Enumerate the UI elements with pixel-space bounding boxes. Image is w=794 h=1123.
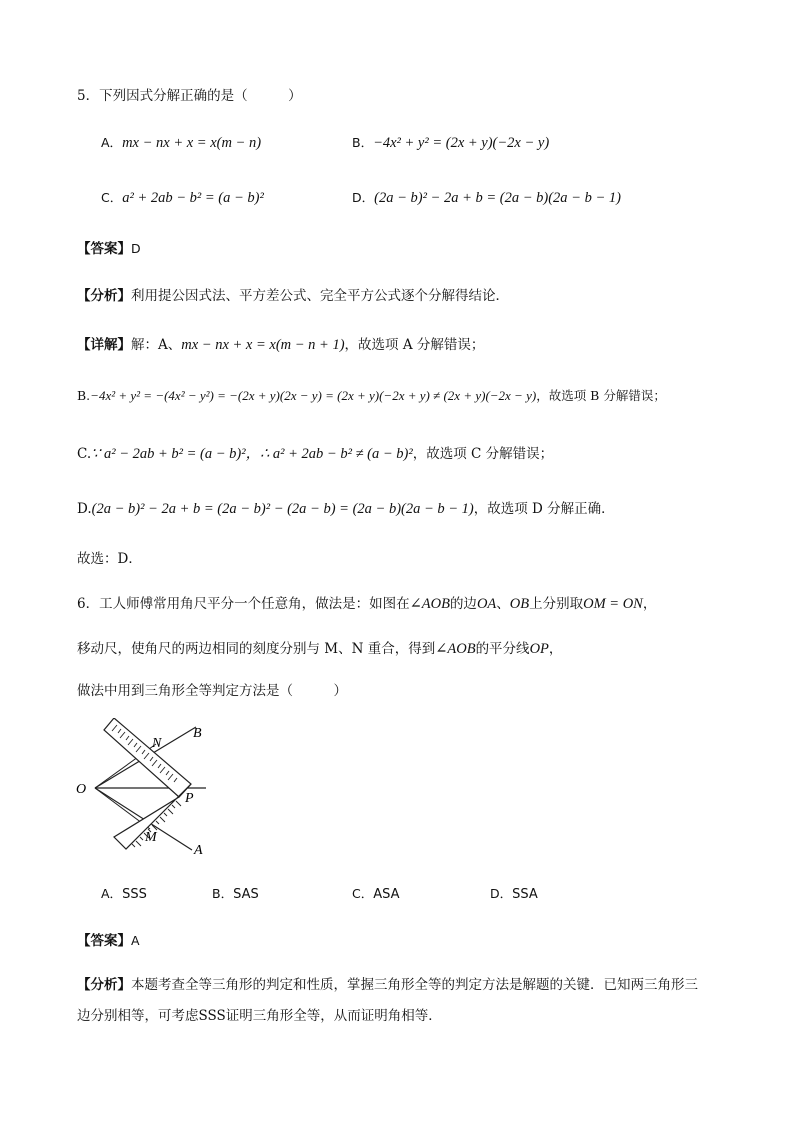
detail-prefix: C. bbox=[77, 446, 92, 462]
option-label: D． bbox=[490, 886, 513, 901]
q5-option-d bbox=[352, 188, 621, 207]
q5-option-a bbox=[101, 133, 261, 152]
label-p: P bbox=[185, 791, 194, 806]
q6-option-b bbox=[212, 884, 259, 902]
angle-bisector-figure bbox=[70, 718, 220, 858]
detail-suffix: ，故选项 D 分解正确． bbox=[473, 501, 615, 517]
label-m: M bbox=[145, 830, 157, 845]
text-segment: ， bbox=[548, 641, 563, 657]
detail-suffix: ，故选项 C 分解错误； bbox=[412, 446, 554, 462]
math-segment: OB bbox=[509, 596, 530, 612]
option-text: SSA bbox=[512, 887, 538, 902]
q5-detail-line-b bbox=[77, 386, 666, 404]
q6-option-d bbox=[490, 884, 538, 902]
answer-tag: 【答案】 bbox=[77, 933, 131, 949]
q5-stem: 5．下列因式分解正确的是（ ） bbox=[77, 88, 302, 104]
label-a: A bbox=[194, 843, 203, 858]
answer-value: D bbox=[131, 241, 141, 256]
text-segment: ， bbox=[642, 596, 657, 612]
q5-option-b bbox=[352, 133, 549, 152]
math-segment: ∠AOB bbox=[409, 596, 450, 612]
detail-prefix: D. bbox=[77, 501, 92, 517]
option-label: C． bbox=[352, 886, 374, 901]
q6-option-c bbox=[352, 884, 400, 902]
option-expr: −4x² + y² = (2x + y)(−2x − y) bbox=[373, 135, 550, 151]
q6-stem-line1 bbox=[77, 592, 656, 613]
detail-expr: ∵ a² − 2ab + b² = (a − b)²，∴ a² + 2ab − b² ≠ (a − b)² bbox=[91, 446, 413, 462]
detail-prefix: 解：A、 bbox=[131, 337, 182, 353]
math-segment: OP bbox=[529, 641, 549, 657]
option-expr: a² + 2ab − b² = (a − b)² bbox=[122, 190, 264, 206]
text-segment: 6．工人师傅常用角尺平分一个任意角，做法是：如图在 bbox=[77, 596, 410, 612]
option-label: A． bbox=[101, 135, 123, 150]
option-expr: mx − nx + x = x(m − n) bbox=[122, 135, 262, 151]
option-expr: (2a − b)² − 2a + b = (2a − b)(2a − b − 1) bbox=[374, 190, 621, 206]
q6-answer bbox=[77, 929, 140, 949]
analysis-text: 本题考查全等三角形的判定和性质，掌握三角形全等的判定方法是解题的关键．已知两三角形三 bbox=[131, 977, 698, 993]
analysis-tag: 【分析】 bbox=[77, 977, 131, 993]
math-segment: OA bbox=[476, 596, 497, 612]
text-segment: 移动尺，使角尺的两边相同的刻度分别与 M、N 重合，得到 bbox=[77, 641, 436, 657]
answer-tag: 【答案】 bbox=[77, 241, 131, 257]
q5-conclusion: 故选：D． bbox=[77, 551, 142, 567]
q5-answer bbox=[77, 237, 141, 257]
text-segment: 的边 bbox=[449, 596, 477, 612]
label-b: B bbox=[193, 726, 202, 741]
q5-detail-line-d bbox=[77, 497, 615, 518]
q6-analysis-line2: 边分别相等，可考虑SSS证明三角形全等，从而证明角相等． bbox=[77, 1008, 442, 1024]
detail-expr: mx − nx + x = x(m − n + 1) bbox=[181, 337, 345, 353]
detail-prefix: B. bbox=[77, 388, 91, 403]
option-label: B． bbox=[352, 135, 374, 150]
option-label: A． bbox=[101, 886, 123, 901]
label-n: N bbox=[152, 736, 162, 751]
square-upper-arm bbox=[104, 718, 191, 797]
detail-suffix: ，故选项 B 分解错误； bbox=[536, 388, 666, 403]
option-label: C． bbox=[101, 190, 123, 205]
q6-option-a bbox=[101, 884, 147, 902]
q6-stem-line3: 做法中用到三角形全等判定方法是（ ） bbox=[77, 683, 347, 699]
option-text: ASA bbox=[373, 887, 400, 902]
option-text: SAS bbox=[233, 887, 259, 902]
detail-expr: −4x² + y² = −(4x² − y²) = −(2x + y)(2x − y) = (2x + y)(−2x + y) ≠ (2x + y)(−2x − y) bbox=[90, 388, 537, 403]
analysis-tag: 【分析】 bbox=[77, 288, 131, 304]
option-label: D． bbox=[352, 190, 375, 205]
q5-analysis bbox=[77, 284, 509, 304]
detail-suffix: ，故选项 A 分解错误； bbox=[344, 337, 485, 353]
q6-analysis-line1 bbox=[77, 973, 698, 993]
text-segment: 、 bbox=[496, 596, 510, 612]
q5-option-c bbox=[101, 188, 264, 207]
math-segment: OM = ON bbox=[583, 596, 643, 612]
answer-value: A bbox=[131, 933, 140, 948]
q5-detail-line-c bbox=[77, 442, 553, 463]
label-o: O bbox=[76, 782, 87, 797]
text-segment: 的平分线 bbox=[475, 641, 530, 657]
math-segment: ∠AOB bbox=[435, 641, 476, 657]
q6-stem-line2 bbox=[77, 637, 562, 658]
analysis-text: 利用提公因式法、平方差公式、完全平方公式逐个分解得结论． bbox=[131, 288, 509, 304]
q5-detail-line-a bbox=[77, 333, 484, 354]
option-label: B． bbox=[212, 886, 234, 901]
option-text: SSS bbox=[122, 887, 147, 902]
text-segment: 上分别取 bbox=[529, 596, 584, 612]
detail-expr: (2a − b)² − 2a + b = (2a − b)² − (2a − b) = (2a − b)(2a − b − 1) bbox=[91, 501, 474, 517]
detail-tag: 【详解】 bbox=[77, 337, 131, 353]
